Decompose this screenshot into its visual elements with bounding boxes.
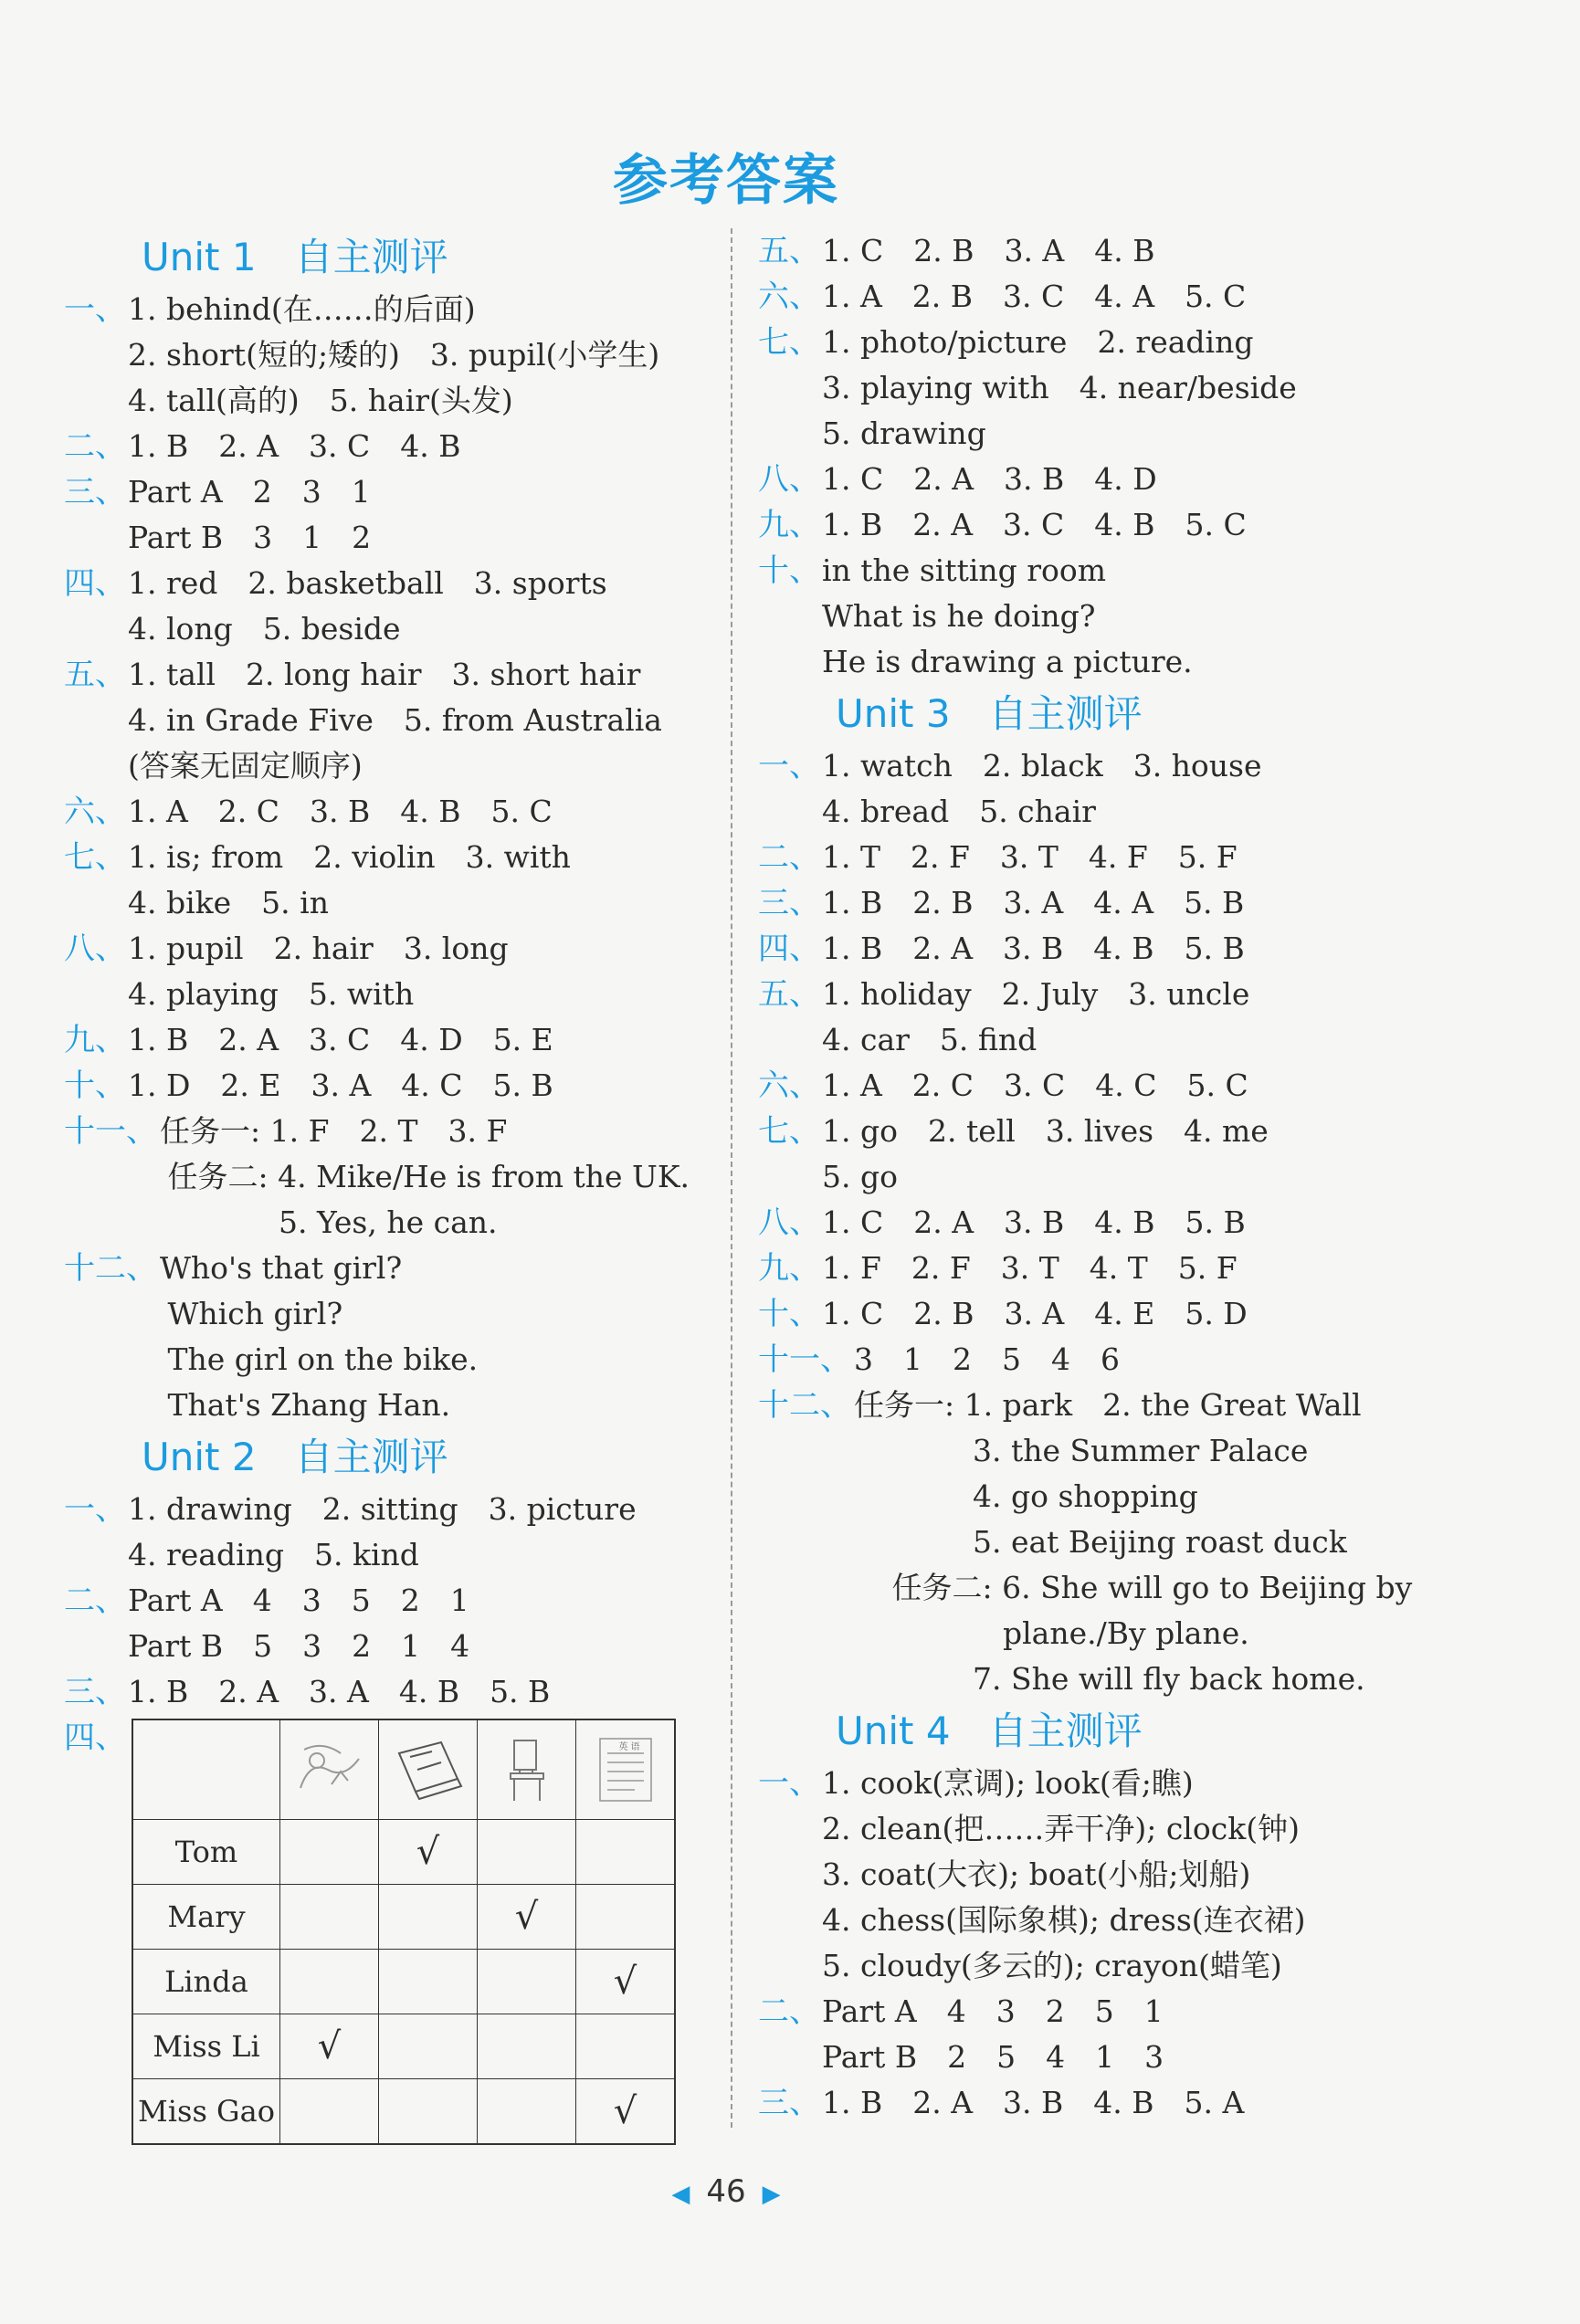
answer-row <box>64 332 703 378</box>
empty-cell <box>379 1950 478 2014</box>
question-label: 十、 <box>758 552 820 589</box>
answer-row <box>758 274 1397 320</box>
answer-row <box>758 2035 1397 2080</box>
question-label: 三、 <box>64 474 126 510</box>
answer-text: 1. cook(烹调); look(看;瞧) <box>822 1765 1194 1801</box>
answer-row <box>758 228 1397 274</box>
question-label: 四、 <box>64 565 126 602</box>
page-number: 46 <box>706 2173 746 2210</box>
answer-text: 4. bike 5. in <box>128 885 329 920</box>
answer-text: 1. pupil 2. hair 3. long <box>128 931 509 966</box>
question-label: 十二、 <box>758 1387 851 1424</box>
answer-text: 1. B 2. A 3. C 4. D 5. E <box>128 1022 553 1057</box>
unit-heading: Unit 2 自主测评 <box>142 1435 448 1479</box>
answer-row <box>758 1017 1397 1063</box>
answer-text: 1. drawing 2. sitting 3. picture <box>128 1491 637 1527</box>
unit-heading: Unit 1 自主测评 <box>142 235 448 279</box>
answer-row <box>64 561 703 606</box>
answer-row <box>758 1291 1397 1337</box>
answer-row <box>758 835 1397 880</box>
question-label: 六、 <box>64 794 126 830</box>
answer-text: 1. B 2. A 3. B 4. B 5. A <box>822 2085 1245 2120</box>
answer-row <box>758 457 1397 502</box>
check-mark: √ <box>576 2079 676 2145</box>
answer-text: 1. holiday 2. July 3. uncle <box>822 976 1250 1012</box>
check-mark: √ <box>280 2014 379 2079</box>
answer-row <box>758 1565 1413 1611</box>
answer-row <box>758 1109 1397 1154</box>
question-label: 十、 <box>64 1067 126 1104</box>
answer-row <box>64 880 703 926</box>
check-mark: √ <box>478 1885 576 1950</box>
answer-text: 1. C 2. A 3. B 4. B 5. B <box>822 1204 1246 1240</box>
answer-text: 2. short(短的;矮的) 3. pupil(小学生) <box>128 337 660 373</box>
answer-row <box>758 1063 1397 1109</box>
answer-row <box>64 287 703 332</box>
answer-row <box>64 972 703 1017</box>
empty-cell <box>280 1820 379 1885</box>
person-name: Miss Li <box>132 2014 280 2079</box>
question-label: 二、 <box>64 1583 126 1619</box>
answer-row <box>758 594 1397 639</box>
right-column <box>758 228 1413 2126</box>
table-row <box>132 1950 675 2014</box>
answer-text: 1. B 2. A 3. C 4. B <box>128 428 461 464</box>
answer-text: 4. tall(高的) 5. hair(头发) <box>128 383 513 418</box>
person-name: Tom <box>132 1820 280 1885</box>
empty-cell <box>379 2014 478 2079</box>
answer-row <box>64 1200 703 1246</box>
answer-text: Part B 3 1 2 <box>128 520 372 555</box>
answer-text: 1. B 2. A 3. A 4. B 5. B <box>128 1674 551 1709</box>
question-label: 六、 <box>758 279 820 315</box>
answer-row <box>64 606 703 652</box>
answer-row <box>64 1063 703 1109</box>
unit-heading: Unit 3 自主测评 <box>836 691 1143 736</box>
answer-row <box>758 1520 1397 1565</box>
question-label: 三、 <box>64 1674 126 1710</box>
answer-text: Part B 5 3 2 1 4 <box>128 1628 470 1664</box>
answer-row <box>64 1154 703 1200</box>
answer-text: Which girl? <box>128 1296 343 1331</box>
answer-text: Part B 2 5 4 1 3 <box>822 2039 1164 2075</box>
empty-cell <box>478 2079 576 2145</box>
question-label: 十、 <box>758 1296 820 1332</box>
answer-row <box>758 1943 1397 1989</box>
table-corner-cell <box>132 1719 280 1820</box>
question-label: 二、 <box>758 1993 820 2030</box>
question-label: 七、 <box>64 839 126 876</box>
answer-row <box>758 1806 1397 1852</box>
book-page-icon <box>576 1719 676 1820</box>
question-label: 八、 <box>64 931 126 967</box>
question-label: 十二、 <box>64 1250 157 1287</box>
question-label: 一、 <box>758 748 820 784</box>
answer-text: 1. D 2. E 3. A 4. C 5. B <box>128 1067 553 1103</box>
empty-cell <box>576 1885 676 1950</box>
answer-row <box>64 378 703 424</box>
answer-row <box>64 1487 703 1532</box>
question-label: 五、 <box>64 657 126 693</box>
question-label: 三、 <box>758 885 820 921</box>
answer-text: 4. go shopping <box>822 1478 1198 1514</box>
answer-text: 1. go 2. tell 3. lives 4. me <box>822 1113 1269 1149</box>
answer-text: 3. playing with 4. near/beside <box>822 370 1297 405</box>
answer-row <box>64 1578 703 1624</box>
answer-text: 4. long 5. beside <box>128 611 401 647</box>
answer-row <box>64 789 703 835</box>
answer-row <box>64 1017 703 1063</box>
question-label: 九、 <box>758 507 820 543</box>
answer-table <box>132 1719 676 2145</box>
answer-row <box>64 1532 703 1578</box>
unit-heading: Unit 4 自主测评 <box>836 1709 1143 1753</box>
empty-cell <box>576 1820 676 1885</box>
question-label: 五、 <box>758 976 820 1013</box>
answer-row <box>758 365 1397 411</box>
answer-row <box>758 1474 1397 1520</box>
answer-text: 4. in Grade Five 5. from Australia <box>128 702 662 738</box>
answer-text: 2. clean(把……弄干净); clock(钟) <box>822 1811 1300 1846</box>
answer-row <box>758 639 1397 685</box>
empty-cell <box>280 1885 379 1950</box>
answer-text: 1. F 2. F 3. T 4. T 5. F <box>822 1250 1238 1286</box>
answer-row <box>758 1898 1397 1943</box>
question-label: 一、 <box>64 291 126 328</box>
answer-row <box>758 1989 1397 2035</box>
column-divider <box>731 228 732 2128</box>
answer-row <box>758 1611 1397 1656</box>
answer-text: 1. B 2. A 3. B 4. B 5. B <box>822 931 1245 966</box>
question-label: 八、 <box>758 1204 820 1241</box>
empty-cell <box>280 2079 379 2145</box>
empty-cell <box>478 2014 576 2079</box>
answer-text: 1. A 2. C 3. B 4. B 5. C <box>128 794 553 829</box>
answer-row <box>758 1246 1397 1291</box>
answer-text: Part A 4 3 2 5 1 <box>822 1993 1164 2029</box>
answer-text: Part A 4 3 5 2 1 <box>128 1583 469 1618</box>
answer-row <box>758 1154 1397 1200</box>
answer-row <box>758 972 1397 1017</box>
answer-row <box>758 320 1397 365</box>
empty-cell <box>576 2014 676 2079</box>
question-label: 五、 <box>758 233 820 269</box>
empty-cell <box>280 1950 379 2014</box>
answer-text: 4. car 5. find <box>822 1022 1038 1057</box>
answer-text: 5. go <box>822 1159 898 1194</box>
check-mark: √ <box>576 1950 676 2014</box>
table-row <box>132 2079 675 2145</box>
answer-row <box>758 1200 1397 1246</box>
person-name: Miss Gao <box>132 2079 280 2145</box>
answer-text: 4. bread 5. chair <box>822 794 1096 829</box>
answer-text: 5. Yes, he can. <box>128 1204 498 1240</box>
answer-row <box>758 1852 1397 1898</box>
book-icon <box>379 1719 478 1820</box>
question-label: 七、 <box>758 324 820 361</box>
question-label: 七、 <box>758 1113 820 1150</box>
question-label: 八、 <box>758 461 820 498</box>
empty-cell <box>478 1950 576 2014</box>
answer-text: What is he doing? <box>822 598 1096 634</box>
check-mark: √ <box>379 1820 478 1885</box>
empty-cell <box>478 1820 576 1885</box>
question-label: 二、 <box>758 839 820 876</box>
question-label: 二、 <box>64 428 126 465</box>
drawing-icon <box>280 1719 379 1820</box>
table-header-row <box>132 1719 675 1820</box>
answer-text: That's Zhang Han. <box>128 1387 451 1423</box>
answer-row <box>758 411 1397 457</box>
answer-text: 1. tall 2. long hair 3. short hair <box>128 657 641 692</box>
answer-row <box>64 743 703 789</box>
question-label: 一、 <box>758 1765 820 1802</box>
answer-row <box>758 2080 1397 2126</box>
next-page-icon[interactable]: ▶ <box>762 2181 781 2208</box>
answer-text: in the sitting room <box>822 552 1107 588</box>
answer-row <box>758 789 1397 835</box>
answer-row <box>758 1337 1397 1383</box>
answer-text: (答案无固定顺序) <box>128 748 363 783</box>
answer-text: 1. C 2. B 3. A 4. B <box>822 233 1155 268</box>
question-label: 十一、 <box>64 1113 157 1150</box>
answer-text: 1. is; from 2. violin 3. with <box>128 839 571 875</box>
answer-text: 任务二: 6. She will go to Beijing by <box>822 1570 1413 1605</box>
question-label: 四、 <box>758 931 820 967</box>
answer-row <box>758 1656 1397 1702</box>
table-row <box>132 1820 675 1885</box>
answer-row <box>758 880 1397 926</box>
chair-icon <box>478 1719 576 1820</box>
page-title: 参考答案 <box>613 149 839 213</box>
answer-row <box>758 1761 1397 1806</box>
answer-row <box>64 1383 703 1428</box>
answer-row <box>64 424 703 469</box>
question-label: 一、 <box>64 1491 126 1528</box>
answer-text: 1. T 2. F 3. T 4. F 5. F <box>822 839 1238 875</box>
question-label: 九、 <box>64 1022 126 1058</box>
answer-text: 7. She will fly back home. <box>822 1661 1365 1697</box>
answer-text: 任务二: 4. Mike/He is from the UK. <box>128 1159 690 1194</box>
answer-text: 1. A 2. B 3. C 4. A 5. C <box>822 279 1247 314</box>
answer-text: 4. reading 5. kind <box>128 1537 419 1572</box>
answer-text: 1. watch 2. black 3. house <box>822 748 1262 783</box>
answer-row <box>64 1624 703 1669</box>
answer-text: 3 1 2 5 4 6 <box>854 1341 1120 1377</box>
answer-row <box>64 515 703 561</box>
answer-text: 1. B 2. A 3. C 4. B 5. C <box>822 507 1247 542</box>
person-name: Linda <box>132 1950 280 2014</box>
answer-row <box>758 502 1397 548</box>
answer-text: 1. red 2. basketball 3. sports <box>128 565 607 601</box>
answer-text: 4. chess(国际象棋); dress(连衣裙) <box>822 1902 1306 1938</box>
answer-text: 3. the Summer Palace <box>822 1433 1309 1468</box>
answer-row <box>64 1291 703 1337</box>
answer-text: 1. C 2. B 3. A 4. E 5. D <box>822 1296 1248 1331</box>
answer-row <box>64 926 703 972</box>
question-label: 九、 <box>758 1250 820 1287</box>
answer-text: 任务一: 1. park 2. the Great Wall <box>854 1387 1362 1423</box>
answer-text: plane./By plane. <box>822 1615 1249 1651</box>
svg-text:英 语: 英 语 <box>617 1742 640 1752</box>
answer-row <box>64 1246 703 1291</box>
answer-row <box>64 652 703 698</box>
answer-text: 4. playing 5. with <box>128 976 415 1012</box>
question-label: 三、 <box>758 2085 820 2121</box>
question-label: 十一、 <box>758 1341 851 1378</box>
answer-row <box>64 698 703 743</box>
answer-text: The girl on the bike. <box>128 1341 479 1377</box>
answer-text: Who's that girl? <box>160 1250 403 1286</box>
answer-row <box>64 1337 703 1383</box>
table-row <box>132 2014 675 2079</box>
answer-text: 1. A 2. C 3. C 4. C 5. C <box>822 1067 1248 1103</box>
answer-row <box>64 469 703 515</box>
question-label: 六、 <box>758 1067 820 1104</box>
answer-text: He is drawing a picture. <box>822 644 1193 679</box>
answer-text: 1. B 2. B 3. A 4. A 5. B <box>822 885 1245 920</box>
answer-row <box>64 835 703 880</box>
empty-cell <box>379 2079 478 2145</box>
table-block <box>64 1715 703 2145</box>
prev-page-icon[interactable]: ◀ <box>671 2181 690 2208</box>
person-name: Mary <box>132 1885 280 1950</box>
page-footer <box>0 2173 1452 2210</box>
answer-text: 1. photo/picture 2. reading <box>822 324 1254 360</box>
answer-text: 5. cloudy(多云的); crayon(蜡笔) <box>822 1948 1282 1983</box>
answer-text: Part A 2 3 1 <box>128 474 371 510</box>
answer-text: 1. C 2. A 3. B 4. D <box>822 461 1157 497</box>
answer-text: 3. coat(大衣); boat(小船;划船) <box>822 1856 1251 1892</box>
answer-row <box>64 1109 703 1154</box>
answer-row <box>758 1428 1397 1474</box>
answer-row <box>758 926 1397 972</box>
answer-row <box>758 743 1397 789</box>
answer-row <box>64 1669 703 1715</box>
left-column <box>64 228 703 2145</box>
table-row <box>132 1885 675 1950</box>
question-label: 四、 <box>64 1719 126 1756</box>
answer-row <box>758 548 1397 594</box>
answer-row <box>758 1383 1397 1428</box>
answer-text: 1. behind(在……的后面) <box>128 291 476 327</box>
answer-text: 5. eat Beijing roast duck <box>822 1524 1347 1560</box>
empty-cell <box>379 1885 478 1950</box>
answer-text: 任务一: 1. F 2. T 3. F <box>160 1113 508 1149</box>
answer-text: 5. drawing <box>822 415 986 451</box>
